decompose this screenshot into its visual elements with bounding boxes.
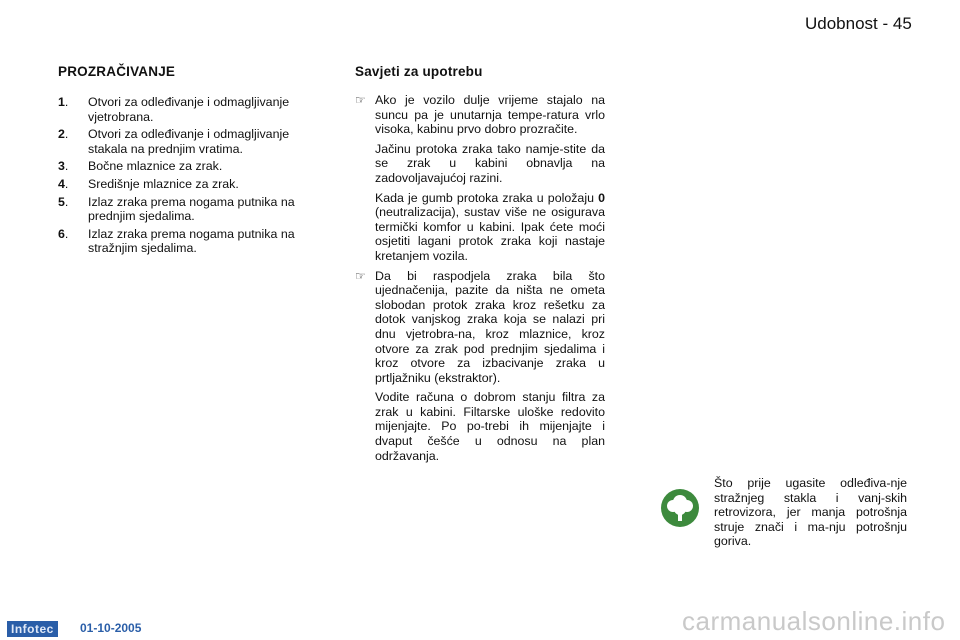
footer-date: 01-10-2005 [80, 621, 142, 635]
item-number: 5. [58, 194, 69, 209]
item-number-value: 3 [58, 159, 65, 174]
item-number-value: 5 [58, 194, 65, 209]
tip-text: Da bi raspodjela zraka bila što ujednačenija, pazite da ništa ne ometa slobodan protok zraka kroz rešetku za dotok vanjskog zraka koja se nalazi pri dnu vjetrobra-na, kroz mlaznice, kroz otvore za zrak pod prednjim sjedalima i kroz otvore za izbacivanje zraka u prtljažniku (ekstraktor). [375, 268, 605, 385]
neutral-position-value: 0 [598, 190, 605, 205]
item-number-value: 6 [58, 226, 65, 241]
ventilation-title: PROZRAČIVANJE [58, 64, 176, 79]
item-number: 3. [58, 159, 69, 174]
item-text: Središnje mlaznice za zrak. [88, 176, 239, 191]
tip-item [355, 93, 605, 137]
vent-list-item [58, 177, 308, 192]
item-number: 2. [58, 127, 69, 142]
tip-paragraph [355, 191, 605, 264]
item-number: 1. [58, 95, 69, 109]
ventilation-section [58, 64, 308, 259]
item-number-value: 1 [58, 95, 65, 109]
tips-title: Savjeti za upotrebu [355, 64, 483, 79]
tips-section [355, 64, 605, 468]
tip-paragraph: Vodite računa o dobrom stanju filtra za zrak u kabini. Filtarske uloške redovito mijenjajte. Po po-trebi ih mijenjajte i dvaput češće u odnosu na plan održavanja. [375, 390, 605, 463]
pointing-hand-icon: ☞ [355, 93, 366, 107]
page-header: Udobnost - 45 [805, 14, 912, 33]
item-number-value: 2 [58, 127, 65, 142]
vent-list-item [58, 195, 308, 224]
vent-list-item [58, 227, 308, 256]
item-number: 6. [58, 226, 69, 241]
item-text: Bočne mlaznice za zrak. [88, 159, 223, 174]
eco-tree-icon [660, 488, 700, 528]
tip-paragraph: Jačinu protoka zraka tako namje-stite da se zrak u kabini obnavlja na zadovoljavajućoj razini. [375, 141, 605, 185]
item-number-value: 4 [58, 176, 65, 191]
footer-badge: Infotec [7, 621, 58, 637]
vent-list-item [58, 127, 308, 156]
tip-text: Ako je vozilo dulje vrijeme stajalo na suncu pa je unutarnja tempe-ratura vrlo visoka, kabinu prvo dobro prozračite. [375, 93, 605, 137]
tip-text-part: Kada je gumb protoka zraka u položaju [375, 190, 594, 205]
item-text: Izlaz zraka prema nogama putnika na prednjim sjedalima. [88, 194, 295, 224]
tip-text-part: (neutralizacija), sustav više ne osigurava termički komfor u kabini. Ipak ćete moći osjetiti lagani protok zraka koji nastaje kretanjem vozila. [375, 205, 605, 263]
item-text: Otvori za odleđivanje i odmagljivanje stakala na prednjim vratima. [88, 127, 290, 156]
vent-list [58, 95, 308, 256]
eco-note: Što prije ugasite odleđiva-nje stražnjeg stakla i vanj-skih retrovizora, jer manja potrošnja struje znači i ma-nju potrošnju goriva. [714, 476, 907, 549]
item-text: Izlaz zraka prema nogama putnika na stražnjim sjedalima. [88, 226, 295, 256]
vent-list-item [58, 159, 308, 174]
tip-item [355, 269, 605, 386]
pointing-hand-icon: ☞ [355, 268, 366, 283]
item-number: 4. [58, 176, 69, 191]
item-text: Otvori za odleđivanje i odmagljivanje vjetrobrana. [88, 95, 290, 124]
watermark: carmanualsonline.info [682, 606, 946, 636]
vent-list-item [58, 95, 308, 124]
